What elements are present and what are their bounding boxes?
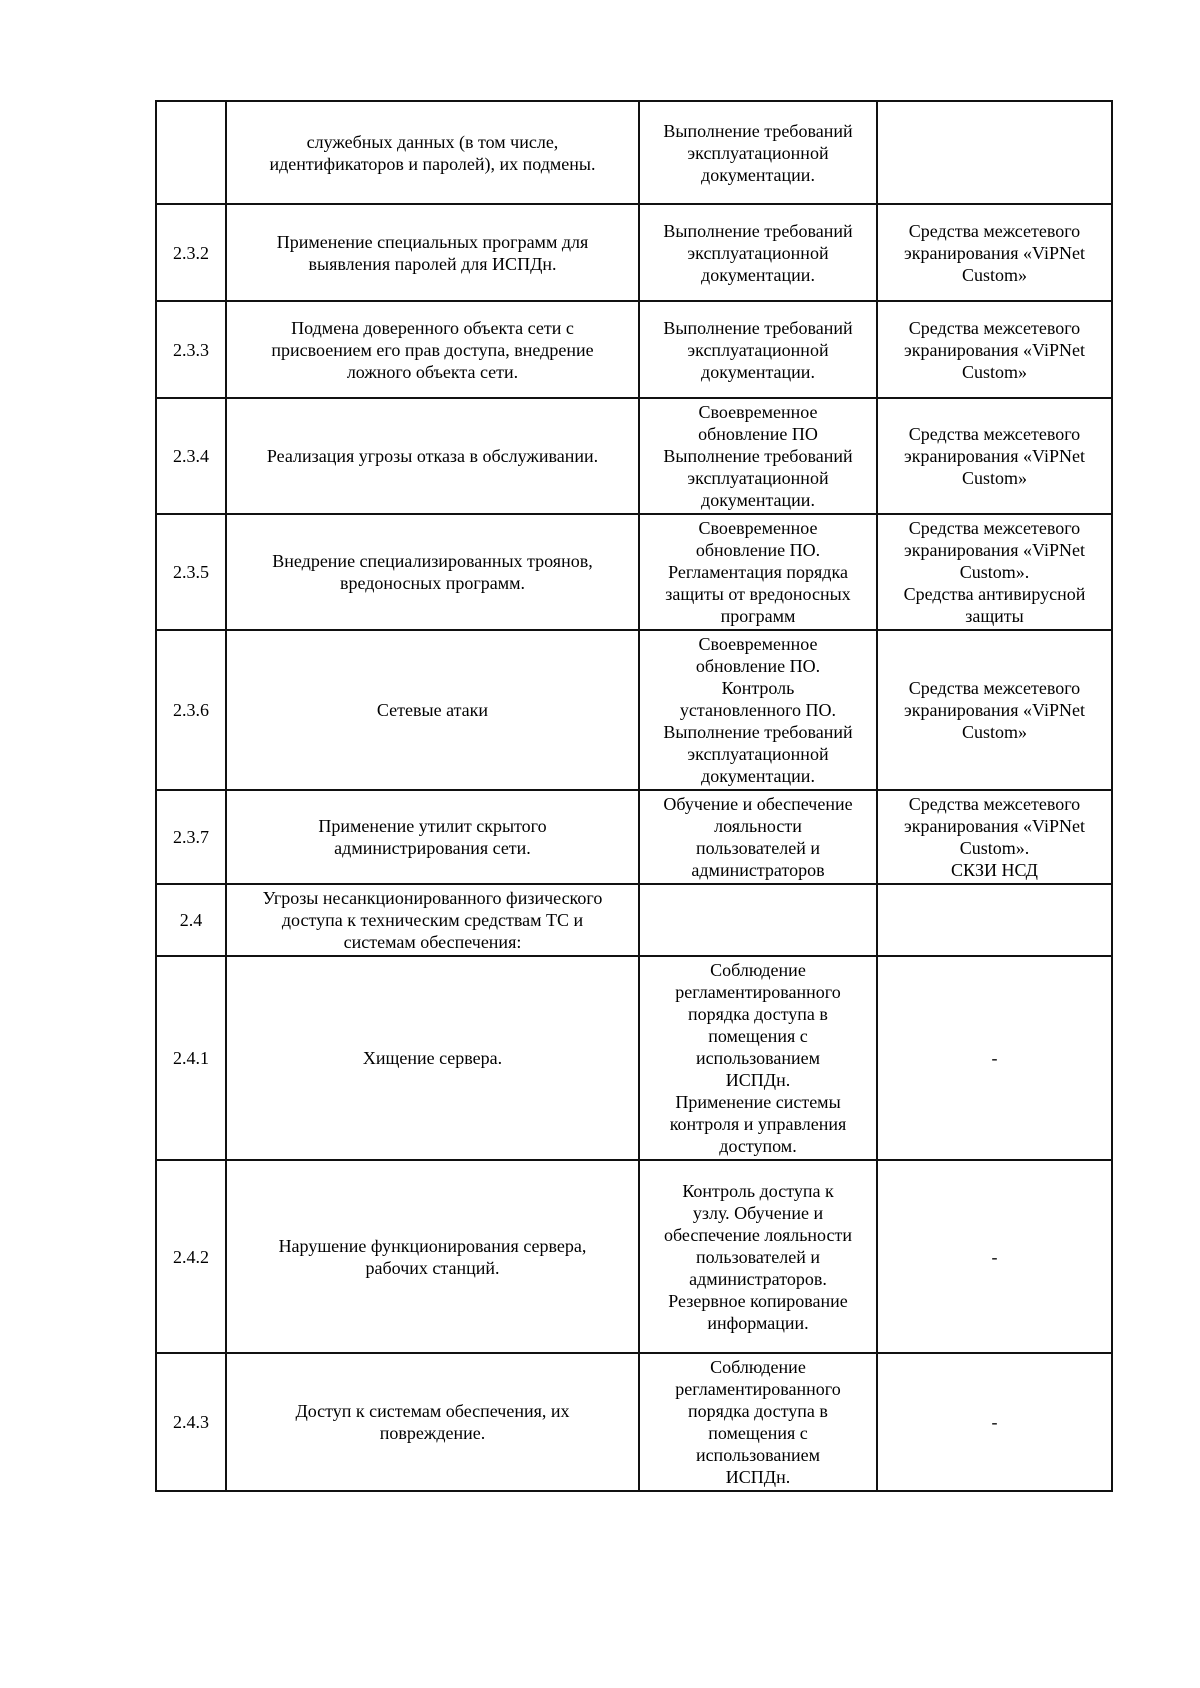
cell-text-line: порядка доступа в <box>688 1401 828 1421</box>
cell-text-line: администрирования сети. <box>334 838 531 858</box>
cell-text-line: пользователей и <box>696 838 820 858</box>
cell-text-line: эксплуатационной <box>687 339 829 360</box>
protection-means-cell <box>877 1160 1112 1353</box>
cell-text-line: регламентированного <box>675 982 841 1002</box>
cell-text-line: обновление ПО. <box>695 656 821 676</box>
threat-description-cell <box>226 630 639 790</box>
cell-text-line: - <box>991 1246 998 1267</box>
cell-text-line: ложного объекта сети. <box>346 361 519 382</box>
cell-text-line: экранирования «ViPNet <box>904 700 1085 720</box>
item-number-cell: 2.3.3 <box>156 301 226 398</box>
cell-text-line: - <box>991 1412 998 1432</box>
cell-text-line: Соблюдение <box>710 960 806 980</box>
table-row <box>156 101 1112 204</box>
cell-text-line: Средства межсетевого <box>908 424 1081 444</box>
cell-text-line: администраторов <box>691 860 825 880</box>
item-number-cell: 2.3.7 <box>156 790 226 884</box>
cell-text-line: Применение утилит скрытого <box>318 816 547 836</box>
cell-text-line: Обучение и обеспечение <box>663 794 853 814</box>
protection-means-cell <box>877 1353 1112 1491</box>
cell-text-line: обновление ПО <box>698 424 818 444</box>
cell-text-line: защиты <box>965 606 1024 626</box>
table-row <box>156 1160 1112 1353</box>
cell-text-line: присвоением его прав доступа, внедрение <box>271 339 594 360</box>
protection-means-cell <box>877 790 1112 884</box>
cell-text-line: документации. <box>701 264 815 285</box>
cell-text-line: доступом. <box>719 1136 797 1156</box>
cell-text-line: Custom» <box>961 264 1027 285</box>
threat-description-cell <box>226 1353 639 1491</box>
cell-text-line: Контроль <box>721 678 795 698</box>
cell-text-line: эксплуатационной <box>687 142 829 163</box>
cell-text-line: Своевременное <box>698 402 818 422</box>
cell-text-line: Custom». <box>959 562 1030 582</box>
cell-text-line: Внедрение специализированных троянов, <box>272 551 593 571</box>
threat-description-cell <box>226 204 639 301</box>
cell-text-line: обеспечение лояльности <box>664 1224 852 1245</box>
cell-text-line: Резервное копирование <box>668 1290 848 1311</box>
cell-text-line: использованием <box>695 1048 821 1068</box>
threat-description-cell <box>226 1160 639 1353</box>
cell-text-line: лояльности <box>714 816 802 836</box>
cell-text-line: повреждение. <box>379 1423 486 1443</box>
cell-text-line: экранирования «ViPNet <box>904 446 1085 466</box>
cell-text-line: документации. <box>701 164 815 185</box>
cell-text-line: Своевременное <box>698 634 818 654</box>
protection-measures-cell <box>639 790 877 884</box>
table-row <box>156 790 1112 884</box>
cell-text-line: вредоносных программ. <box>340 573 525 593</box>
cell-text-line: эксплуатационной <box>687 468 829 488</box>
cell-text-line: Выполнение требований <box>663 120 853 141</box>
cell-text-line: Контроль доступа к <box>682 1180 834 1201</box>
cell-text-line: обновление ПО. <box>695 540 821 560</box>
threats-table <box>155 100 1113 1492</box>
cell-text-line: Средства межсетевого <box>908 220 1081 241</box>
cell-text-line: Выполнение требований <box>663 722 853 742</box>
cell-text-line: Выполнение требований <box>663 220 853 241</box>
protection-means-cell <box>877 101 1112 204</box>
cell-text-line: идентификаторов и паролей), их подмены. <box>269 153 596 174</box>
protection-measures-cell <box>639 301 877 398</box>
threat-description-cell <box>226 101 639 204</box>
item-number-cell: 2.4.3 <box>156 1353 226 1491</box>
cell-text-line: установленного ПО. <box>679 700 837 720</box>
cell-text-line: документации. <box>701 490 815 510</box>
cell-text-line: помещения с <box>708 1423 808 1443</box>
cell-text-line: Выполнение требований <box>663 446 853 466</box>
cell-text-line: документации. <box>701 361 815 382</box>
threat-description-cell <box>226 790 639 884</box>
cell-text-line: Регламентация порядка <box>668 562 848 582</box>
threats-table-body <box>156 101 1112 1491</box>
protection-measures-cell <box>639 956 877 1160</box>
cell-text-line: администраторов. <box>689 1268 827 1289</box>
protection-means-cell <box>877 204 1112 301</box>
cell-text-line: эксплуатационной <box>687 242 829 263</box>
cell-text-line: служебных данных (в том числе, <box>306 131 559 152</box>
cell-text-line: помещения с <box>708 1026 808 1046</box>
table-row <box>156 630 1112 790</box>
protection-measures-cell <box>639 398 877 514</box>
cell-text-line: пользователей и <box>696 1246 820 1267</box>
protection-measures-cell <box>639 1160 877 1353</box>
cell-text-line: системам обеспечения: <box>343 932 522 952</box>
item-number-cell: 2.3.6 <box>156 630 226 790</box>
cell-text-line: эксплуатационной <box>687 744 829 764</box>
cell-text-line: Средства межсетевого <box>908 518 1081 538</box>
cell-text-line: экранирования «ViPNet <box>904 816 1085 836</box>
cell-text-line: ИСПДн. <box>725 1467 791 1487</box>
cell-text-line: Своевременное <box>698 518 818 538</box>
cell-text-line: Подмена доверенного объекта сети с <box>291 317 574 338</box>
protection-measures-cell <box>639 884 877 956</box>
item-number-cell: 2.3.4 <box>156 398 226 514</box>
protection-measures-cell <box>639 630 877 790</box>
item-number-cell: 2.4 <box>156 884 226 956</box>
cell-text-line: Сетевые атаки <box>376 700 489 720</box>
protection-measures-cell <box>639 514 877 630</box>
cell-text-line: Средства антивирусной <box>903 584 1086 604</box>
cell-text-line: Средства межсетевого <box>908 317 1081 338</box>
cell-text-line: Применение специальных программ для <box>276 231 589 252</box>
table-row <box>156 1353 1112 1491</box>
threat-description-cell <box>226 301 639 398</box>
table-row <box>156 204 1112 301</box>
cell-text-line: рабочих станций. <box>365 1257 500 1278</box>
cell-text-line: программ <box>720 606 796 626</box>
cell-text-line: регламентированного <box>675 1379 841 1399</box>
cell-text-line: узлу. Обучение и <box>692 1202 824 1223</box>
protection-measures-cell <box>639 1353 877 1491</box>
cell-text-line: ИСПДн. <box>725 1070 791 1090</box>
threat-description-cell <box>226 884 639 956</box>
cell-text-line: Применение системы <box>675 1092 841 1112</box>
cell-text-line: использованием <box>695 1445 821 1465</box>
cell-text-line: Средства межсетевого <box>908 794 1081 814</box>
cell-text-line: Доступ к системам обеспечения, их <box>295 1401 570 1421</box>
table-row <box>156 956 1112 1160</box>
cell-text-line: СКЗИ НСД <box>951 860 1038 880</box>
cell-text-line: Угрозы несанкционированного физического <box>262 888 603 908</box>
protection-means-cell <box>877 398 1112 514</box>
item-number-cell: 2.4.2 <box>156 1160 226 1353</box>
protection-measures-cell <box>639 204 877 301</box>
table-row <box>156 884 1112 956</box>
threat-description-cell <box>226 956 639 1160</box>
cell-text-line: информации. <box>707 1312 809 1333</box>
protection-measures-cell <box>639 101 877 204</box>
cell-text-line: Custom» <box>961 722 1027 742</box>
cell-text-line: Custom» <box>961 361 1027 382</box>
cell-text-line: выявления паролей для ИСПДн. <box>308 253 557 274</box>
item-number-cell <box>156 101 226 204</box>
cell-text-line: защиты от вредоносных <box>665 584 851 604</box>
protection-means-cell <box>877 630 1112 790</box>
cell-text-line: порядка доступа в <box>688 1004 828 1024</box>
cell-text-line: Custom» <box>961 468 1027 488</box>
item-number-cell: 2.3.5 <box>156 514 226 630</box>
table-row <box>156 514 1112 630</box>
cell-text-line: Реализация угрозы отказа в обслуживании. <box>266 446 599 466</box>
cell-text-line: экранирования «ViPNet <box>904 242 1085 263</box>
cell-text-line: контроля и управления <box>669 1114 847 1134</box>
cell-text-line: экранирования «ViPNet <box>904 339 1085 360</box>
table-row <box>156 398 1112 514</box>
threat-description-cell <box>226 514 639 630</box>
item-number-cell: 2.4.1 <box>156 956 226 1160</box>
protection-means-cell <box>877 956 1112 1160</box>
cell-text-line: документации. <box>701 766 815 786</box>
threat-description-cell <box>226 398 639 514</box>
cell-text-line: доступа к техническим средствам ТС и <box>281 910 584 930</box>
cell-text-line: Выполнение требований <box>663 317 853 338</box>
cell-text-line: Соблюдение <box>710 1357 806 1377</box>
cell-text-line: Хищение сервера. <box>362 1048 503 1068</box>
cell-text-line: Custom». <box>959 838 1030 858</box>
cell-text-line: экранирования «ViPNet <box>904 540 1085 560</box>
cell-text-line: Средства межсетевого <box>908 678 1081 698</box>
protection-means-cell <box>877 514 1112 630</box>
item-number-cell: 2.3.2 <box>156 204 226 301</box>
table-row <box>156 301 1112 398</box>
protection-means-cell <box>877 301 1112 398</box>
protection-means-cell <box>877 884 1112 956</box>
cell-text-line: - <box>991 1048 998 1068</box>
cell-text-line: Нарушение функционирования сервера, <box>278 1235 587 1256</box>
